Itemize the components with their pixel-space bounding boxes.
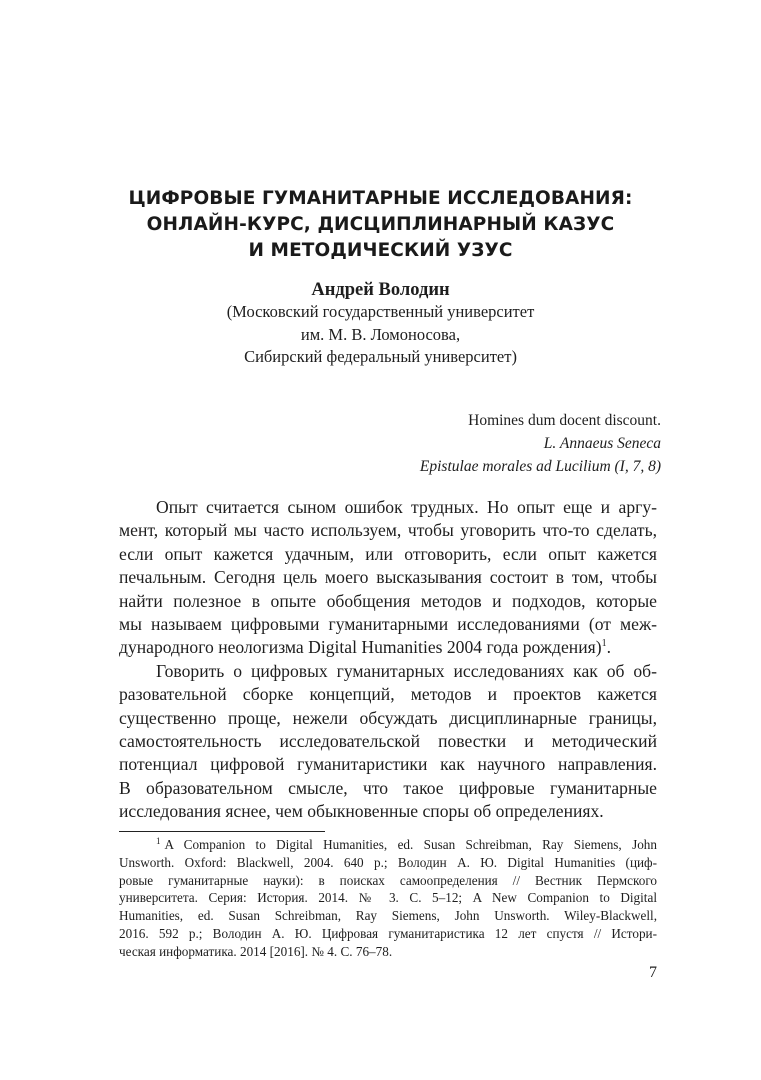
paragraph1-line: печальным. Сегодня цель моего высказывания состоит в том, чтобы <box>119 567 657 588</box>
paragraph1-line: Опыт считается сыном ошибок трудных. Но опыт еще и аргу- <box>156 497 657 517</box>
paragraph1-line: мент, который мы часто используем, чтобы уговорить что-то сделать, <box>119 520 657 541</box>
paragraph2-line: самостоятельность исследовательской повестки и методический <box>119 730 657 751</box>
paragraph2-line: исследования яснее, чем обыкновенные споры об определениях. <box>119 801 604 822</box>
paragraph2-line: существенно проще, нежели обсуждать дисциплинарные границы, <box>119 707 657 728</box>
footnote <box>119 836 657 961</box>
paragraph2-line: В образовательном смысле, что такое цифровые гуманитарные <box>119 777 657 798</box>
paragraph1-line: если опыт кажется удачным, или отговорить, если опыт кажется <box>119 543 657 564</box>
paragraph2-line: потенциал цифровой гуманитаристики как научного направления. <box>119 754 657 775</box>
footnote-line: Humanities, ed. Susan Schreibman, Ray Siemens, John Unsworth. Wiley-Blackwell, <box>119 908 657 924</box>
footnote-line <box>119 836 657 854</box>
affiliation-line: им. М. В. Ломоносова, <box>300 324 461 344</box>
paragraph1-line: дународного неологизма Digital Humanities 2004 года рождения) <box>119 637 602 658</box>
footnote-reference[interactable]: 1 <box>601 638 607 650</box>
title-line: ЦИФРОВЫЕ ГУМАНИТАРНЫЕ ИССЛЕДОВАНИЯ: <box>128 188 633 209</box>
paragraph1-end: . <box>606 637 611 658</box>
paragraph2-line: Говорить о цифровых гуманитарных исследованиях как об об- <box>156 660 657 681</box>
title-line: И МЕТОДИЧЕСКИЙ УЗУС <box>248 240 513 261</box>
paragraph2-line: разовательной сборке концепций, методов и проектов кажется <box>119 684 657 705</box>
paragraph1-line: найти полезное в опыте обобщения методов и подходов, которые <box>119 590 657 611</box>
footnote-line: ровые гуманитарные науки): в поисках самоопределения // Вестник Пермского <box>119 872 657 888</box>
footnote-line: Unsworth. Oxford: Blackwell, 2004. 640 p.; Володин А. Ю. Digital Humanities (циф- <box>119 854 657 870</box>
footnote-text: A Companion to Digital Humanities, ed. Susan Schreibman, Ray Siemens, John <box>164 837 657 852</box>
affiliation-line: Сибирский федеральный университет) <box>244 347 517 366</box>
affiliation-line: (Московский государственный университет <box>226 302 535 321</box>
footnote-divider <box>119 831 325 832</box>
article-title <box>100 186 661 264</box>
body-text <box>119 496 657 823</box>
epigraph <box>420 409 661 478</box>
footnote-line: университета. Серия: История. 2014. № 3. С. 5–12; A New Companion to Digital <box>119 890 657 906</box>
page-number: 7 <box>649 964 657 981</box>
footnote-line: 2016. 592 p.; Володин А. Ю. Цифровая гуманитаристика 12 лет спустя // Истори- <box>119 925 657 941</box>
author-affiliation <box>100 301 661 369</box>
paragraph1-line: мы называем цифровыми гуманитарными исследованиями (от меж- <box>119 613 657 634</box>
title-line: ОНЛАЙН-КУРС, ДИСЦИПЛИНАРНЫЙ КАЗУС <box>146 214 615 235</box>
footnote-number: 1 <box>156 835 161 846</box>
paragraph1-last-line <box>119 636 657 659</box>
footnote-line: ческая информатика. 2014 [2016]. № 4. С. 76–78. <box>119 943 393 959</box>
author-name: Андрей Володин <box>311 280 450 300</box>
epigraph-attribution: L. Annaeus Seneca <box>543 435 661 452</box>
epigraph-quote: Homines dum docent discount. <box>468 412 661 429</box>
epigraph-source: Epistulae morales ad Lucilium (I, 7, 8) <box>419 458 661 475</box>
